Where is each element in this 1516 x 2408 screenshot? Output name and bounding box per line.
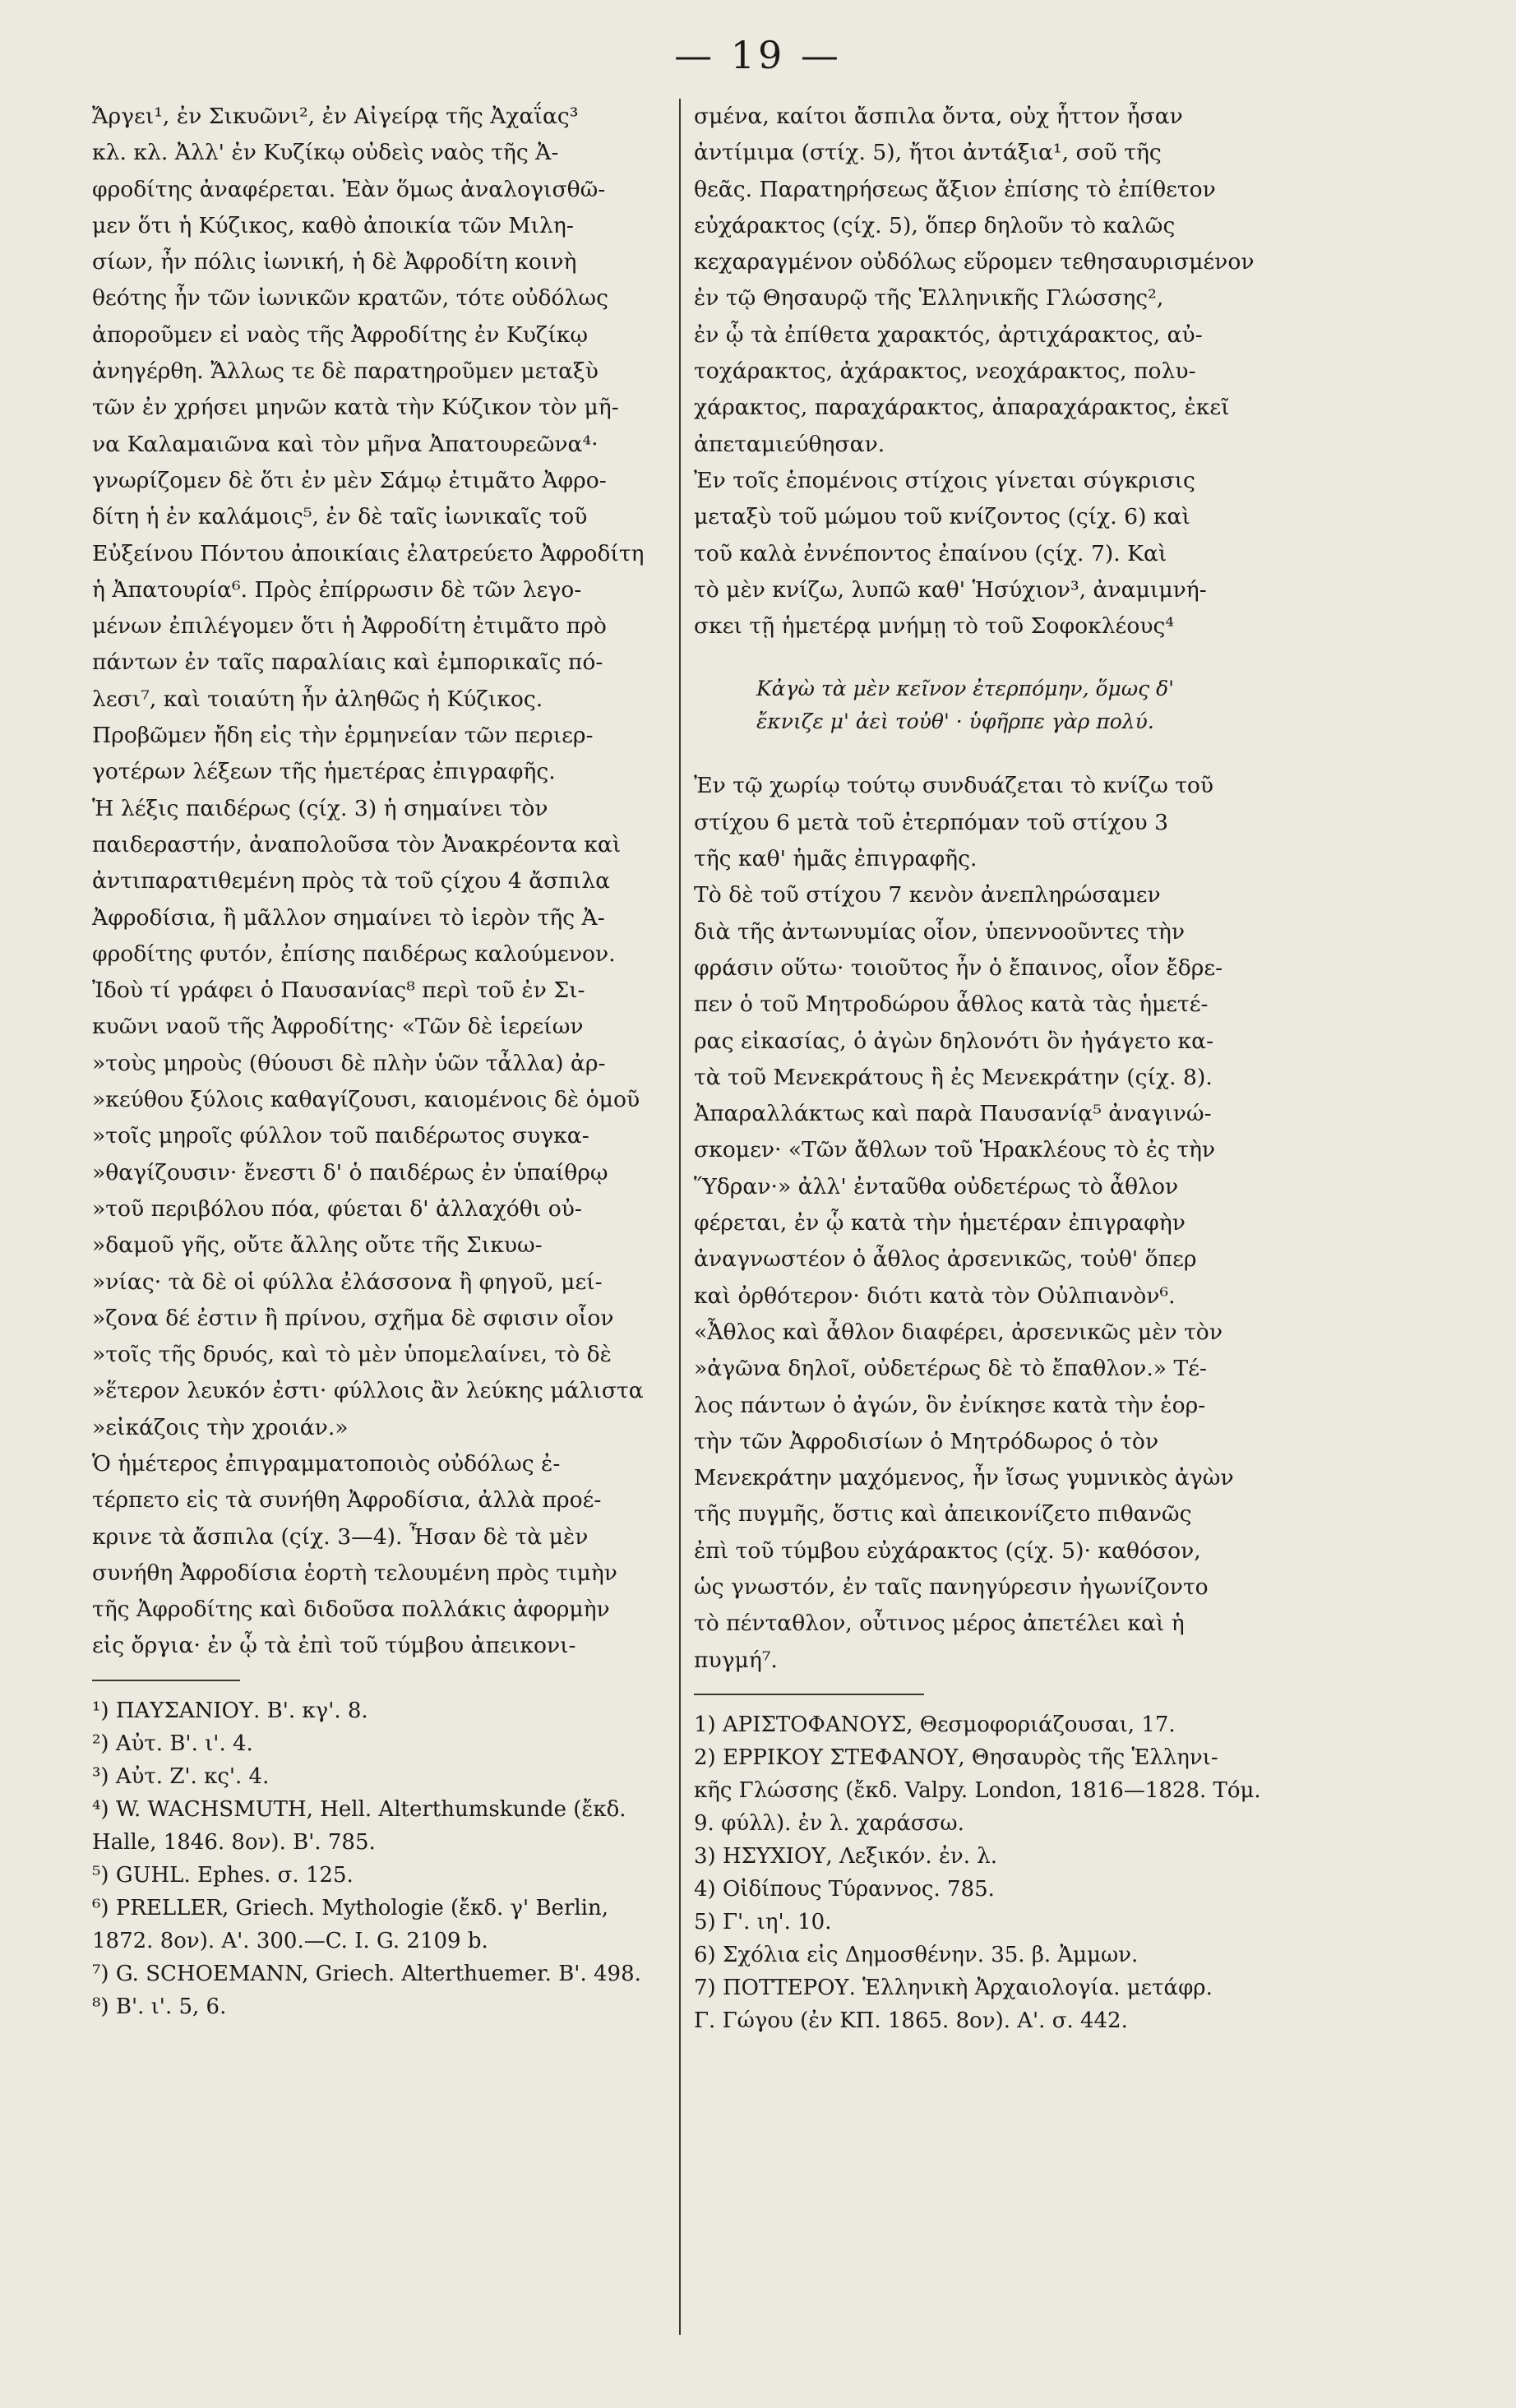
text-line: τῆς Ἀφροδίτης καὶ διδοῦσα πολλάκις ἀφορμὴν <box>92 1597 610 1623</box>
text-line: εἰς ὄργια· ἐν ᾧ τὰ ἐπὶ τοῦ τύμβου ἀπεικονι- <box>92 1633 576 1659</box>
text-line: θεότης ἦν τῶν ἰωνικῶν κρατῶν, τότε οὐδόλως <box>92 285 608 312</box>
text-line: τὰ τοῦ Μενεκράτους ἢ ἐς Μενεκράτην (ςίχ. 8). <box>694 1064 1213 1090</box>
text-line: κυῶνι ναοῦ τῆς Ἀφροδίτης· «Τῶν δὲ ἱερείων <box>92 1014 584 1040</box>
text-line: ἐν τῷ Θησαυρῷ τῆς Ἑλληνικῆς Γλώσσης², <box>694 285 1164 312</box>
text-line: πυγμή⁷. <box>694 1647 778 1673</box>
text-line: Ἰδοὺ τί γράφει ὁ Παυσανίας⁸ περὶ τοῦ ἐν Σι- <box>92 978 585 1004</box>
text-line: γοτέρων λέξεων τῆς ἡμετέρας ἐπιγραφῆς. <box>92 759 556 785</box>
text-line: μένων ἐπιλέγομεν ὅτι ἡ Ἀφροδίτη ἐτιμᾶτο πρὸ <box>92 613 607 640</box>
right-body-text-top <box>694 99 1357 645</box>
text-line: Μενεκράτην μαχόμενος, ἦν ἴσως γυμνικὸς ἀγὼν <box>694 1465 1234 1491</box>
text-line: ἀντιπαρατιθεμένη πρὸς τὰ τοῦ ςίχου 4 ἄσπιλα <box>92 868 611 894</box>
text-line: καὶ ὀρθότερον· διότι κατὰ τὸν Οὐλπιανὸν⁶. <box>694 1283 1176 1309</box>
footnote: Halle, 1846. 8ον). Β'. 785. <box>92 1829 376 1855</box>
footnote: 7) ΠΟΤΤΕΡΟΥ. Ἑλληνικὴ Ἀρχαιολογία. μετάφρ. <box>694 1975 1213 2000</box>
text-line: να Καλαμαιῶνα καὶ τὸν μῆνα Ἀπατουρεῶνα⁴· <box>92 431 599 457</box>
text-line: »εἰκάζοις τὴν χροιάν.» <box>92 1414 349 1440</box>
footnote: ³) Αὐτ. Ζ'. κς'. 4. <box>92 1763 270 1789</box>
quote-line: Κἀγὼ τὰ μὲν κεῖνον ἐτερπόμην, ὅμως δ' <box>756 677 1175 701</box>
footnote: Γ. Γώγου (ἐν ΚΠ. 1865. 8ον). Α'. σ. 442. <box>694 2008 1128 2033</box>
text-line: τοχάρακτος, ἀχάρακτος, νεοχάρακτος, πολυ- <box>694 358 1196 385</box>
text-line: ὡς γνωστόν, ἐν ταῖς πανηγύρεσιν ἠγωνίζοντο <box>694 1574 1209 1600</box>
footnote: ⁸) Β'. ι'. 5, 6. <box>92 1994 227 2019</box>
text-line: τέρπετο εἰς τὰ συνήθη Ἀφροδίσια, ἀλλὰ προέ- <box>92 1487 602 1514</box>
text-line: τῶν ἐν χρήσει μηνῶν κατὰ τὴν Κύζικον τὸν μῆ- <box>92 395 619 421</box>
text-line: σίων, ἦν πόλις ἰωνική, ἡ δὲ Ἀφροδίτη κοινὴ <box>92 249 577 275</box>
text-line: πάντων ἐν ταῖς παραλίαις καὶ ἐμπορικαῖς πό- <box>92 649 603 676</box>
text-line: »ἀγῶνα δηλοῖ, οὐδετέρως δὲ τὸ ἔπαθλον.» Τέ- <box>694 1356 1207 1382</box>
footnote: ⁶) PRELLER, Griech. Mythologie (ἔκδ. γ' Berlin, <box>92 1895 609 1920</box>
text-line: κρινε τὰ ἄσπιλα (ςίχ. 3—4). Ἦσαν δὲ τὰ μὲν <box>92 1523 589 1550</box>
text-line: ἀνηγέρθη. Ἄλλως τε δὲ παρατηροῦμεν μεταξὺ <box>92 358 599 385</box>
text-line: »δαμοῦ γῆς, οὔτε ἄλλης οὔτε τῆς Σικυω- <box>92 1232 543 1259</box>
text-line: ἐπὶ τοῦ τύμβου εὐχάρακτος (ςίχ. 5)· καθόσον, <box>694 1537 1201 1564</box>
text-line: φροδίτης ἀναφέρεται. Ἐὰν ὅμως ἀναλογισθῶ- <box>92 176 606 202</box>
text-line: Ἀφροδίσια, ἢ μᾶλλον σημαίνει τὸ ἱερὸν τῆς Ἀ- <box>92 904 605 931</box>
footnote-divider <box>92 1680 240 1681</box>
text-line: διὰ τῆς ἀντωνυμίας οἷον, ὑπεννοοῦντες τὴν <box>694 918 1185 945</box>
right-column <box>694 99 1357 2037</box>
text-line: τὴν τῶν Ἀφροδισίων ὁ Μητρόδωρος ὁ τὸν <box>694 1428 1159 1454</box>
text-line: »τοῦ περιβόλου πόα, φύεται δ' ἀλλαχόθι οὐ- <box>92 1195 582 1222</box>
left-body-text <box>92 99 674 1665</box>
text-line: ρας εἰκασίας, ὁ ἀγὼν δηλονότι ὃν ἠγάγετο κα- <box>694 1028 1214 1054</box>
text-line: δίτη ἡ ἐν καλάμοις⁵, ἐν δὲ ταῖς ἰωνικαῖς τοῦ <box>92 504 588 530</box>
footnote: 4) Οἰδίπους Τύραννος. 785. <box>694 1876 995 1902</box>
footnote: 2) ΕΡΡΙΚΟΥ ΣΤΕΦΑΝΟΥ, Θησαυρὸς τῆς Ἑλληνι- <box>694 1745 1218 1770</box>
text-line: ἀντίμιμα (στίχ. 5), ἤτοι ἀντάξια¹, σοῦ τῆς <box>694 140 1162 166</box>
text-line: Ἐν τοῖς ἑπομένοις στίχοις γίνεται σύγκρισις <box>694 467 1195 493</box>
text-line: ἀπεταμιεύθησαν. <box>694 431 885 457</box>
text-line: ἡ Ἀπατουρία⁶. Πρὸς ἐπίρρωσιν δὲ τῶν λεγο- <box>92 576 582 603</box>
text-line: ἐν ᾧ τὰ ἐπίθετα χαρακτός, ἀρτιχάρακτος, αὐ- <box>694 321 1203 348</box>
text-line: Ἄργει¹, ἐν Σικυῶνι², ἐν Αἰγείρᾳ τῆς Ἀχαΐας³ <box>92 104 579 129</box>
text-line: γνωρίζομεν δὲ ὅτι ἐν μὲν Σάμῳ ἐτιμᾶτο Ἀφρο- <box>92 467 607 493</box>
verse-quote <box>756 672 1357 738</box>
text-line: φράσιν οὕτω· τοιοῦτος ἦν ὁ ἔπαινος, οἷον ἔδρε- <box>694 954 1223 981</box>
text-line: συνήθη Ἀφροδίσια ἑορτὴ τελουμένη πρὸς τιμὴν <box>92 1560 617 1586</box>
left-column <box>92 99 674 2023</box>
footnote: 5) Γ'. ιη'. 10. <box>694 1909 832 1934</box>
text-line: Ἀπαραλλάκτως καὶ παρὰ Παυσανίᾳ⁵ ἀναγινώ- <box>694 1101 1212 1127</box>
footnote: 1) ΑΡΙΣΤΟΦΑΝΟΥΣ, Θεσμοφοριάζουσαι, 17. <box>694 1712 1176 1737</box>
text-line: »θαγίζουσιν· ἔνεστι δ' ὁ παιδέρως ἐν ὑπαίθρῳ <box>92 1159 608 1186</box>
text-line: »τοῖς μηροῖς φύλλον τοῦ παιδέρωτος συγκα- <box>92 1123 589 1149</box>
text-line: μεν ὅτι ἡ Κύζικος, καθὸ ἀποικία τῶν Μιλη- <box>92 212 574 238</box>
footnote: 9. φύλλ). ἐν λ. χαράσσω. <box>694 1810 964 1836</box>
page-number: — 19 — <box>674 33 842 77</box>
text-line: τοῦ καλὰ ἐννέποντος ἐπαίνου (ςίχ. 7). Καὶ <box>694 540 1167 566</box>
text-line: λος πάντων ὁ ἀγών, ὃν ἐνίκησε κατὰ τὴν ἑορ- <box>694 1392 1206 1418</box>
text-line: λεσι⁷, καὶ τοιαύτη ἦν ἀληθῶς ἡ Κύζικος. <box>92 686 543 712</box>
text-line: Τὸ δὲ τοῦ στίχου 7 κενὸν ἀνεπληρώσαμεν <box>694 882 1161 908</box>
footnote: ⁴) W. WACHSMUTH, Hell. Alterthumskunde (ἔκδ. <box>92 1796 626 1822</box>
text-line: Ὁ ἡμέτερος ἐπιγραμματοποιὸς οὐδόλως ἐ- <box>92 1450 561 1477</box>
text-line: τῆς καθ' ἡμᾶς ἐπιγραφῆς. <box>694 846 978 872</box>
left-footnotes <box>92 1694 674 2023</box>
text-line: φέρεται, ἐν ᾧ κατὰ τὴν ἡμετέραν ἐπιγραφὴν <box>694 1210 1186 1236</box>
text-line: »κεύθου ξύλοις καθαγίζουσι, καιομένοις δὲ ὁμοῦ <box>92 1087 640 1113</box>
text-line: πεν ὁ τοῦ Μητροδώρου ἆθλος κατὰ τὰς ἡμετέ- <box>694 991 1209 1018</box>
text-line: σμένα, καίτοι ἄσπιλα ὄντα, οὐχ ἧττον ἦσαν <box>694 104 1183 129</box>
text-line: φροδίτης φυτόν, ἐπίσης παιδέρως καλούμενον. <box>92 941 616 967</box>
footnote: ⁵) GUHL. Ephes. σ. 125. <box>92 1862 354 1888</box>
text-line: ἀναγνωστέον ὁ ἆθλος ἀρσενικῶς, τοὐθ' ὅπερ <box>694 1246 1197 1273</box>
text-line: σκει τῇ ἡμετέρᾳ μνήμῃ τὸ τοῦ Σοφοκλέους⁴ <box>694 613 1175 640</box>
text-line: χάρακτος, παραχάρακτος, ἀπαραχάρακτος, ἐκεῖ <box>694 395 1230 421</box>
text-line: »τοὺς μηροὺς (θύουσι δὲ πλὴν ὑῶν τἆλλα) ἀρ- <box>92 1050 606 1076</box>
text-line: τῆς πυγμῆς, ὅστις καὶ ἀπεικονίζετο πιθανῶς <box>694 1501 1192 1528</box>
text-line: παιδεραστήν, ἀναπολοῦσα τὸν Ἀνακρέοντα καὶ <box>92 831 622 857</box>
text-line: κεχαραγμένον οὐδόλως εὕρομεν τεθησαυρισμένον <box>694 249 1255 275</box>
text-line: εὐχάρακτος (ςίχ. 5), ὅπερ δηλοῦν τὸ καλῶς <box>694 212 1176 238</box>
text-line: «Ἆθλος καὶ ἆθλον διαφέρει, ἀρσενικῶς μὲν τὸν <box>694 1319 1223 1345</box>
text-line: Εὐξείνου Πόντου ἀποικίαις ἐλατρεύετο Ἀφροδίτη <box>92 540 645 566</box>
footnote: ²) Αὐτ. Β'. ι'. 4. <box>92 1731 253 1756</box>
text-line: μεταξὺ τοῦ μώμου τοῦ κνίζοντος (ςίχ. 6) καὶ <box>694 504 1190 530</box>
text-line: Ἐν τῷ χωρίῳ τούτῳ συνδυάζεται τὸ κνίζω τοῦ <box>694 773 1214 799</box>
footnote: 6) Σχόλια εἰς Δημοσθένην. 35. β. Ἀμμων. <box>694 1942 1139 1967</box>
column-divider <box>679 99 681 2335</box>
text-line: »ζονα δέ ἐστιν ἢ πρίνου, σχῆμα δὲ σφισιν οἷον <box>92 1305 614 1331</box>
text-line: θεᾶς. Παρατηρήσεως ἄξιον ἐπίσης τὸ ἐπίθετον <box>694 176 1216 202</box>
text-line: στίχου 6 μετὰ τοῦ ἐτερπόμαν τοῦ στίχου 3 <box>694 809 1168 835</box>
footnote: ¹) ΠΑΥΣΑΝΙΟΥ. Β'. κγ'. 8. <box>92 1698 368 1723</box>
footnote-divider <box>694 1694 924 1695</box>
footnote: 3) ΗΣΥΧΙΟΥ, Λεξικόν. ἐν. λ. <box>694 1843 997 1869</box>
right-footnotes <box>694 1708 1357 2037</box>
text-line: κλ. κλ. Ἀλλ' ἐν Κυζίκῳ οὐδεὶς ναὸς τῆς Ἀ- <box>92 140 559 166</box>
text-line: τὸ μὲν κνίζω, λυπῶ καθ' Ἡσύχιον³, ἀναμιμνή- <box>694 576 1207 603</box>
text-line: Ὕδραν·» ἀλλ' ἐνταῦθα οὐδετέρως τὸ ἆθλον <box>694 1173 1179 1199</box>
footnote: ⁷) G. SCHOEMANN, Griech. Alterthuemer. Β'. 498. <box>92 1961 641 1986</box>
text-line: Προβῶμεν ἤδη εἰς τὴν ἑρμηνείαν τῶν περιερ- <box>92 723 594 749</box>
text-line: ἀποροῦμεν εἰ ναὸς τῆς Ἀφροδίτης ἐν Κυζίκῳ <box>92 321 589 348</box>
text-line: σκομεν· «Τῶν ἄθλων τοῦ Ἡρακλέους τὸ ἐς τὴν <box>694 1137 1216 1163</box>
text-line: »ἕτερον λευκόν ἐστι· φύλλοις ἂν λεύκης μάλιστα <box>92 1378 644 1404</box>
quote-line: ἔκνιζε μ' ἀεὶ τοὐθ' · ὑφῆρπε γὰρ πολύ. <box>756 709 1154 734</box>
text-line: Ἡ λέξις παιδέρως (ςίχ. 3) ἡ σημαίνει τὸν <box>92 795 548 821</box>
footnote: 1872. 8ον). Α'. 300.—C. I. G. 2109 b. <box>92 1928 488 1953</box>
footnote: κῆς Γλώσσης (ἔκδ. Valpy. London, 1816—1828. Τόμ. <box>694 1777 1261 1803</box>
text-line: »τοῖς τῆς δρυός, καὶ τὸ μὲν ὑπομελαίνει, τὸ δὲ <box>92 1342 612 1368</box>
text-line: »νίας· τὰ δὲ οἱ φύλλα ἐλάσσονα ἢ φηγοῦ, μεί- <box>92 1269 603 1295</box>
right-body-text-bottom <box>694 768 1357 1678</box>
text-line: τὸ πένταθλον, οὗτινος μέρος ἀπετέλει καὶ ἡ <box>694 1611 1185 1637</box>
